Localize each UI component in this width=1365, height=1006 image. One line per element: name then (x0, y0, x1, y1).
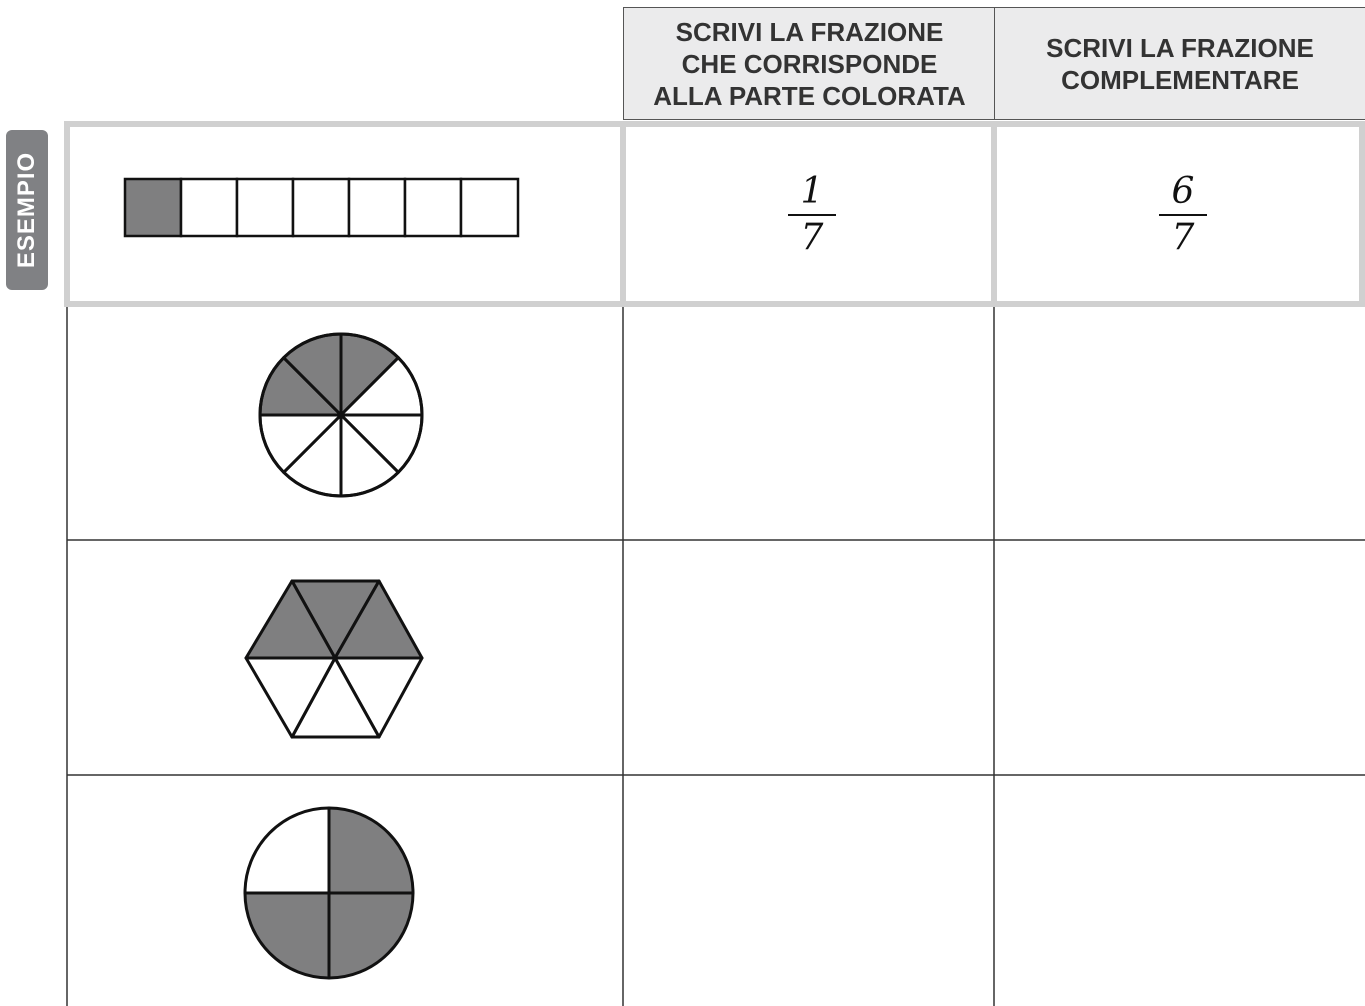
example-complement-numerator: 6 (1171, 171, 1195, 212)
example-complement-denominator: 7 (1171, 217, 1195, 258)
figure-circle-quarters (245, 808, 413, 978)
example-tab-label: ESEMPIO (13, 151, 40, 269)
example-fraction-denominator: 7 (800, 217, 824, 258)
fraction-bar (1159, 214, 1207, 216)
answer-fraction-row-1[interactable] (625, 307, 992, 538)
answer-complement-row-1[interactable] (996, 307, 1363, 538)
answer-fraction-row-2[interactable] (625, 542, 992, 773)
figure-circle-eighths (260, 334, 422, 496)
fraction-bar (788, 214, 836, 216)
example-complement (1153, 172, 1213, 258)
answer-complement-row-2[interactable] (996, 542, 1363, 773)
answer-complement-row-3[interactable] (996, 777, 1363, 1006)
header-fraction: SCRIVI LA FRAZIONE CHE CORRISPONDE ALLA PARTE COLORATA (623, 7, 995, 120)
answer-fraction-row-3[interactable] (625, 777, 992, 1006)
figure-hexagon (246, 581, 422, 737)
example-fraction-numerator: 1 (800, 171, 824, 212)
figure-strip (125, 179, 518, 236)
header-complement: SCRIVI LA FRAZIONE COMPLEMENTARE (994, 7, 1365, 120)
example-fraction (782, 172, 842, 258)
